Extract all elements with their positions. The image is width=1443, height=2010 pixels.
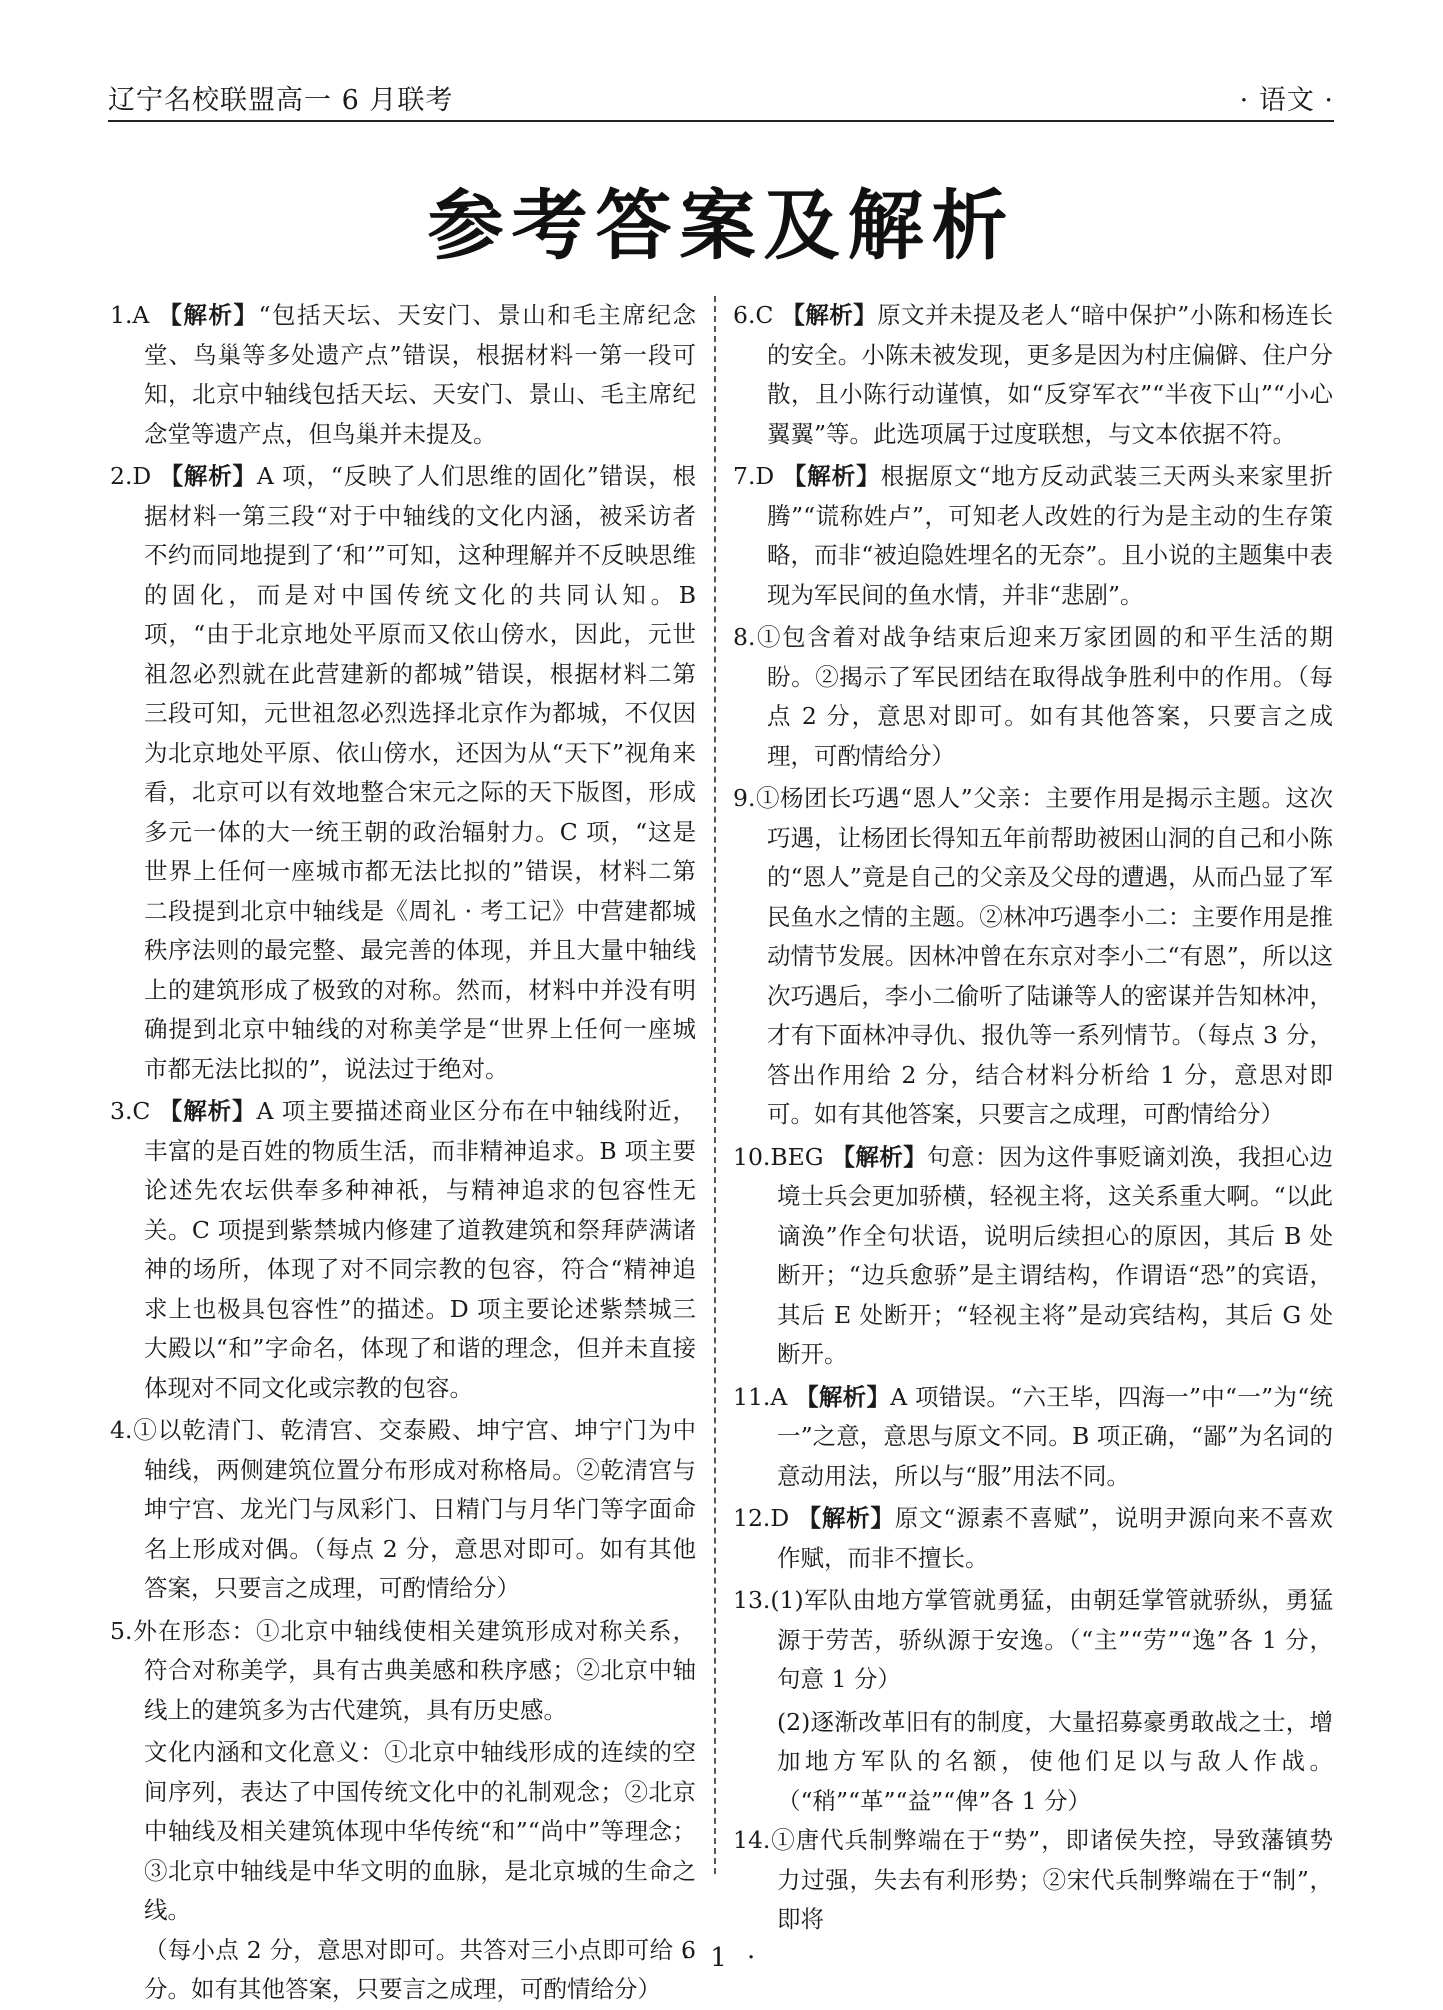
answer-item-9: 9.①杨团长巧遇“恩人”父亲：主要作用是揭示主题。这次巧遇，让杨团长得知五年前帮助被困山洞的自己和小陈的“恩人”竟是自己的父亲及父母的遭遇，从而凸显了军民鱼水之情的主题。②林冲巧遇李小二：主要作用是推动情节发展。因林冲曾在东京对李小二“有恩”，所以这次巧遇后，李小二偷听了陆谦等人的密谋并告知林冲，才有下面林冲寻仇、报仇等一系列情节。（每点 3 分，答出作用给 2 分，结合材料分析给 1 分，意思对即可。如有其他答案，只要言之成理，可酌情给分） [733, 784, 1334, 1128]
subject-label: · 语文 · [1239, 85, 1334, 116]
answer-item-10: 10.BEG 【解析】句意：因为这件事贬谪刘涣，我担心边境士兵会更加骄横，轻视主将，这关系重大啊。“以此谪涣”作全句状语，说明后续担心的原因，其后 B 处断开；“边兵愈骄”是主谓结构，作谓语“恐”的宾语，其后 E 处断开；“轻视主将”是动宾结构，其后 G 处断开。 [733, 1142, 1333, 1368]
answer-item-5: 5.外在形态：①北京中轴线使相关建筑形成对称关系，符合对称美学，具有古典美感和秩序感；②北京中轴线上的建筑多为古代建筑，具有历史感。 [110, 1616, 696, 1724]
page-number: · 1 · [681, 1943, 762, 1973]
answer-item-1: 1.A 【解析】“包括天坛、天安门、景山和毛主席纪念堂、鸟巢等多处遗产点”错误，根据材料一第一段可知，北京中轴线包括天坛、天安门、景山、毛主席纪念堂等遗产点，但鸟巢并未提及。 [110, 301, 696, 448]
answer-item-12: 12.D 【解析】原文“源素不喜赋”，说明尹源向来不喜欢作赋，而非不擅长。 [733, 1504, 1333, 1572]
answer-item-14: 14.①唐代兵制弊端在于“势”，即诸侯失控，导致藩镇势力过强，失去有利形势；②宋代兵制弊端在于“制”，即将 [733, 1826, 1333, 1933]
answer-item-5-scoring: （每小点 2 分，意思对即可。共答对三小点即可给 6 分。如有其他答案，只要言之成理，可酌情给分） [144, 1935, 696, 2003]
answer-item-13-part2: (2)逐渐改革旧有的制度，大量招募豪勇敢战之士，增加地方军队的名额，使他们足以与敌人作战。（“稍”“革”“益”“俾”各 1 分） [777, 1707, 1333, 1815]
answer-item-7: 7.D 【解析】根据原文“地方反动武装三天两头来家里折腾”“谎称姓卢”，可知老人改姓的行为是主动的生存策略，而非“被迫隐姓埋名的无奈”。且小说的主题集中表现为军民间的鱼水情，并非“悲剧”。 [733, 462, 1333, 609]
column-divider [714, 296, 716, 1874]
answer-item-3: 3.C 【解析】A 项主要描述商业区分布在中轴线附近，丰富的是百姓的物质生活，而非精神追求。B 项主要论述先农坛供奉多种神祇，与精神追求的包容性无关。C 项提到紫禁城内修建了道教建筑和祭拜萨满诸神的场所，体现了对不同宗教的包容，符合“精神追求上也极具包容性”的描述。D 项主要论述紫禁城三大殿以“和”字命名，体现了和谐的理念，但并未直接体现对不同文化或宗教的包容。 [110, 1097, 696, 1402]
answer-item-11: 11.A 【解析】A 项错误。“六王毕，四海一”中“一”为“统一”之意，意思与原文不同。B 项正确，“鄙”为名词的意动用法，所以与“服”用法不同。 [733, 1382, 1334, 1490]
left-column [110, 296, 696, 2010]
answer-item-2: 2.D 【解析】A 项，“反映了人们思维的固化”错误，根据材料一第三段“对于中轴线的文化内涵，被采访者不约而同地提到了‘和’”可知，这种理解并不反映思维的固化，而是对中国传统文化的共同认知。B 项，“由于北京地处平原而又依山傍水，因此，元世祖忽必烈就在此营建新的都城”错误，根据材料二第三段可知，元世祖忽必烈选择北京作为都城，不仅因为北京地处平原、依山傍水，还因为从“天下”视角来看，北京可以有效地整合宋元之际的天下版图，形成多元一体的大一统王朝的政治辐射力。C 项，“这是世界上任何一座城市都无法比拟的”错误，材料二第二段提到北京中轴线是《周礼 · 考工记》中营建都城秩序法则的最完整、最完善的体现，并且大量中轴线上的建筑形成了极致的对称。然而，材料中并没有明确提到北京中轴线的对称美学是“世界上任何一座城市都无法比拟的”，说法过于绝对。 [110, 462, 697, 1083]
right-column [733, 296, 1333, 1943]
page-header [108, 76, 1334, 122]
answer-item-5-culture: 文化内涵和文化意义：①北京中轴线形成的连续的空间序列，表达了中国传统文化中的礼制观念；②北京中轴线及相关建筑体现中华传统“和”“尚中”等理念；③北京中轴线是中华文明的血脉，是北京城的生命之线。 [144, 1738, 696, 1924]
page-title: 参考答案及解析 [427, 181, 1016, 270]
answer-item-6: 6.C 【解析】原文并未提及老人“暗中保护”小陈和杨连长的安全。小陈未被发现，更多是因为村庄偏僻、住户分散，且小陈行动谨慎，如“反穿军衣”“半夜下山”“小心翼翼”等。此选项属于过度联想，与文本依据不符。 [733, 301, 1334, 448]
answer-item-4: 4.①以乾清门、乾清宫、交泰殿、坤宁宫、坤宁门为中轴线，两侧建筑位置分布形成对称格局。②乾清宫与坤宁宫、龙光门与凤彩门、日精门与月华门等字面命名上形成对偶。（每点 2 分，意思对即可。如有其他答案，只要言之成理，可酌情给分） [110, 1416, 696, 1602]
exam-name: 辽宁名校联盟高一 6 月联考 [108, 85, 454, 116]
answer-item-8: 8.①包含着对战争结束后迎来万家团圆的和平生活的期盼。②揭示了军民团结在取得战争胜利中的作用。（每点 2 分，意思对即可。如有其他答案，只要言之成理，可酌情给分） [733, 623, 1333, 770]
answer-item-13: 13.(1)军队由地方掌管就勇猛，由朝廷掌管就骄纵，勇猛源于劳苦，骄纵源于安逸。（“主”“劳”“逸”各 1 分，句意 1 分） [733, 1586, 1333, 1693]
